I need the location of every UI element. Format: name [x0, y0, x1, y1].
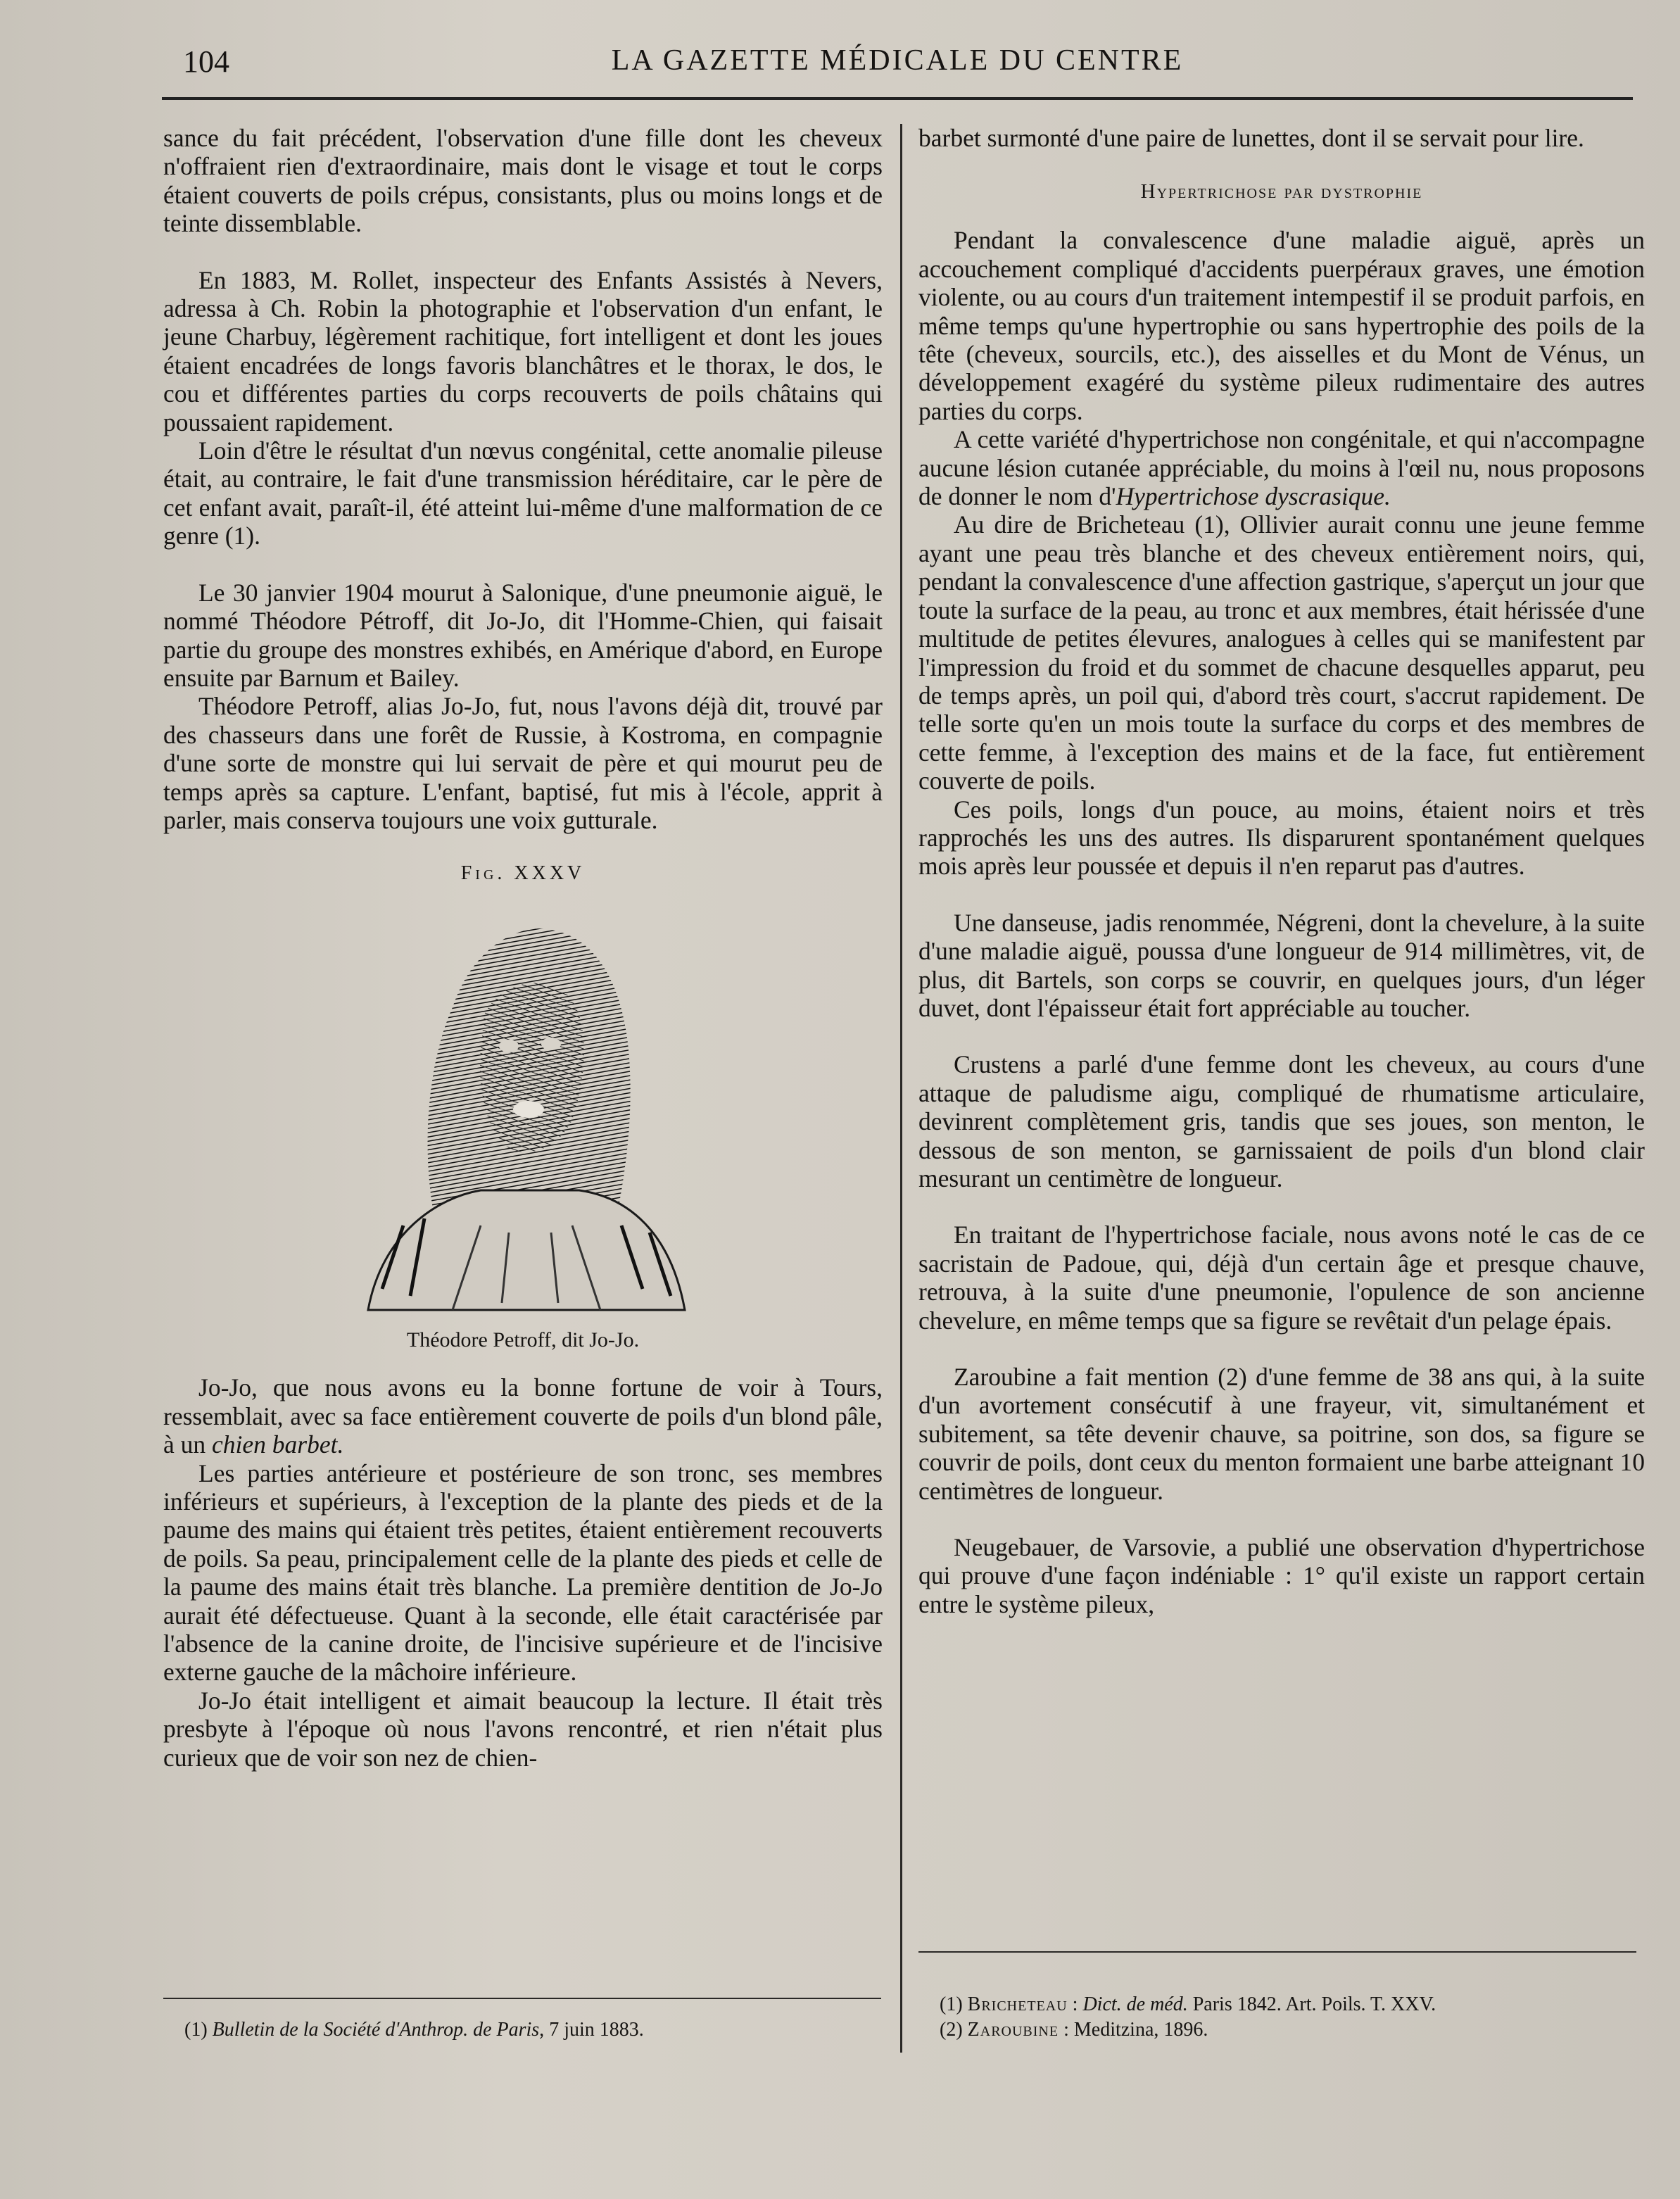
- footnote-2: (2) Zaroubine : Meditzina, 1896.: [940, 2019, 1208, 2041]
- portrait-drawing: [340, 895, 706, 1317]
- paragraph: Le 30 janvier 1904 mourut à Salonique, d'une pneumonie aiguë, le nommé Théodore Pétroff, dit Jo-Jo, dit l'Homme-Chien, qui faisait partie du groupe des monstres exhibés, en Amérique d'abord, en Europe ensuite par Barnum et Bailey.: [163, 578, 883, 692]
- paragraph: Jo-Jo, que nous avons eu la bonne fortune de voir à Tours, ressemblait, avec sa face entièrement couverte de poils d'un blond pâle, à un chien barbet.: [163, 1373, 883, 1459]
- header-rule: [162, 97, 1633, 100]
- paragraph: Les parties antérieure et postérieure de son tronc, ses membres inférieurs et supérieurs, à l'exception de la plante des pieds et de la paume des mains qui étaient très petites, étaient entièrement recouverts de poils. Sa peau, principalement celle de la plante des pieds et celle de la paume des mains était très blanche. La première dentition de Jo-Jo aurait été défectueuse. Quant à la seconde, elle était caractérisée par l'absence de la canine droite, de l'incisive supérieure et de l'incisive externe gauche de la mâchoire inférieure.: [163, 1458, 883, 1687]
- paragraph: barbet surmonté d'une paire de lunettes, dont il se servait pour lire.: [918, 124, 1584, 152]
- column-divider: [900, 124, 902, 2053]
- paragraph: Ces poils, longs d'un pouce, au moins, étaient noirs et très rapprochés les uns des autres. Ils disparurent spontanément quelques mois après leur poussée et depuis il n'en reparut pas d'autres.: [918, 795, 1645, 881]
- paragraph: sance du fait précédent, l'observation d'une fille dont les cheveux n'offraient rien d'extraordinaire, mais dont le visage et tout le corps étaient couverts de poils crépus, consistants, plus ou moins longs et de teinte dissemblable.: [163, 124, 883, 238]
- paragraph: Zaroubine a fait mention (2) d'une femme de 38 ans qui, à la suite d'un avortement consécutif à une frayeur, vit, simultanément et subitement, sa tête devenir chauve, sa poitrine, son dos, sa figure se couvrir de poils, dont ceux du menton formaient une barbe atteignant 10 centimètres de longueur.: [918, 1363, 1645, 1505]
- paragraph: Neugebauer, de Varsovie, a publié une observation d'hypertrichose qui prouve d'une façon indéniable : 1° qu'il existe un rapport certain entre le système pileux,: [918, 1533, 1645, 1618]
- section-heading: Hypertrichose par dystrophie: [1140, 180, 1423, 203]
- footnote: (1) Bulletin de la Société d'Anthrop. de Paris, 7 juin 1883.: [184, 2019, 644, 2041]
- paragraph: A cette variété d'hypertrichose non congénitale, et qui n'accompagne aucune lésion cutanée appréciable, du moins à l'œil nu, nous proposons de donner le nom d'Hypertrichose dyscrasique.: [918, 425, 1645, 511]
- paragraph: Jo-Jo était intelligent et aimait beaucoup la lecture. Il était très presbyte à l'époque où nous l'avons rencontré, et rien n'était plus curieux que de voir son nez de chien-: [163, 1686, 883, 1772]
- paragraph: En traitant de l'hypertrichose faciale, nous avons noté le cas de ce sacristain de Padoue, qui, déjà d'un certain âge et presque chauve, retrouva, à la suite d'une pneumonie, l'opulence de son ancienne chevelure, en même temps que sa figure se revêtait d'un pelage épais.: [918, 1221, 1645, 1335]
- running-title: LA GAZETTE MÉDICALE DU CENTRE: [611, 44, 1184, 77]
- paragraph: Une danseuse, jadis renommée, Négreni, dont la chevelure, à la suite d'une maladie aiguë, poussa d'une longueur de 914 millimètres, vit, de plus, dit Bartels, son corps se couvrir, en quelques jours, d'un léger duvet, dont l'épaisseur était fort appréciable au toucher.: [918, 908, 1645, 1022]
- paragraph: Loin d'être le résultat d'un nœvus congénital, cette anomalie pileuse était, au contraire, le fait d'une transmission héréditaire, car le père de cet enfant avait, paraît-il, été atteint lui-même d'une malformation de ce genre (1).: [163, 436, 883, 550]
- page-header: [162, 44, 1633, 93]
- paragraph: Au dire de Bricheteau (1), Ollivier aurait connu une jeune femme ayant une peau très blanche et des cheveux entièrement noirs, qui, pendant la convalescence d'une affection gastrique, s'aperçut un jour que toute la surface de la peau, au tronc et aux membres, était hérissée d'une multitude de petites élevures, analogues à celles qui se manifestent par l'impression du froid et du sommet de chacune desquelles apparut, peu de temps après, un poil qui, d'abord très court, s'accrut rapidement. De telle sorte qu'en un mois toute la surface du corps et des membres de cette femme, à l'exception des mains et de la face, fut entièrement couverte de poils.: [918, 510, 1645, 795]
- figure-caption: Théodore Petroff, dit Jo-Jo.: [406, 1328, 640, 1352]
- footnote-rule: [918, 1951, 1636, 1953]
- portrait-illustration: [340, 895, 706, 1317]
- right-column: [918, 124, 1645, 1618]
- left-column: [163, 124, 883, 1772]
- paragraph: Théodore Petroff, alias Jo-Jo, fut, nous l'avons déjà dit, trouvé par des chasseurs dans une forêt de Russie, à Kostroma, en compagnie d'une sorte de monstre qui lui servait de père et qui mourut peu de temps après sa capture. L'enfant, baptisé, fut mis à l'école, apprit à parler, mais conserva toujours une voix gutturale.: [163, 692, 883, 834]
- paragraph: En 1883, M. Rollet, inspecteur des Enfants Assistés à Nevers, adressa à Ch. Robin la photographie et l'observation d'un enfant, le jeune Charbuy, légèrement rachitique, fort intelligent et dont les joues étaient encadrées de longs favoris blanchâtres et le thorax, le dos, le cou et différentes parties du corps recouverts de poils châtains qui poussaient rapidement.: [163, 265, 883, 436]
- footnote-1: (1) Bricheteau : Dict. de méd. Paris 1842. Art. Poils. T. XXV.: [940, 1993, 1436, 2015]
- figure-label: Fig. XXXV: [460, 862, 586, 885]
- paragraph: Pendant la convalescence d'une maladie aiguë, après un accouchement compliqué d'accidents puerpéraux graves, une émotion violente, ou au cours d'un traitement intempestif il se produit parfois, en même temps qu'une hypertrophie ou sans hypertrophie des poils de la tête (cheveux, sourcils, etc.), des aisselles et du Mont de Vénus, un développement exagéré du système pileux rudimentaire des autres parties du corps.: [918, 226, 1645, 425]
- footnote-rule: [163, 1998, 881, 1999]
- paragraph: Crustens a parlé d'une femme dont les cheveux, au cours d'une attaque de paludisme aigu, compliqué de rhumatisme articulaire, devinrent complètement gris, tandis que ses joues, son menton, le dessous de son menton, se garnissaient de poils d'un blond clair mesurant un centimètre de longueur.: [918, 1050, 1645, 1192]
- page-number: 104: [183, 44, 229, 79]
